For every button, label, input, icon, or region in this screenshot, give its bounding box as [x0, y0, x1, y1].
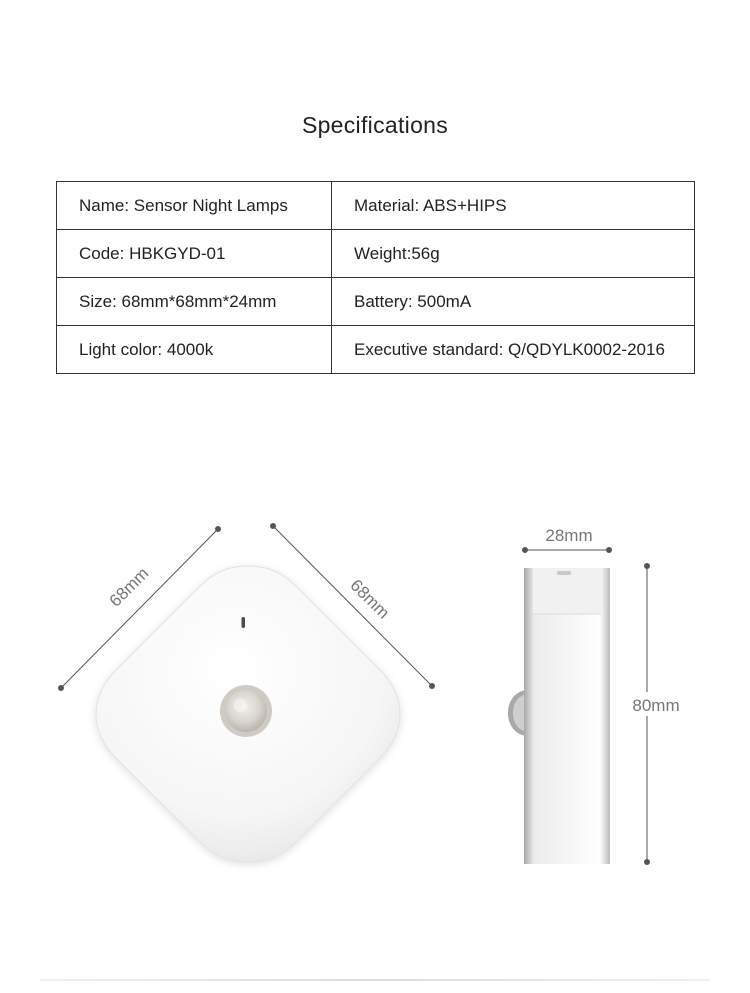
spec-cell: Code: HBKGYD-01: [57, 230, 332, 278]
dimension-end: [271, 524, 276, 529]
side-depth-label: 28mm: [545, 526, 593, 545]
bottom-divider: [40, 979, 710, 981]
dimension-end: [216, 527, 221, 532]
lens-highlight: [233, 698, 247, 712]
spec-table: [56, 181, 695, 374]
dimension-end: [523, 548, 528, 553]
spec-cell: Executive standard: Q/QDYLK0002-2016: [332, 326, 695, 374]
spec-cell: Light color: 4000k: [57, 326, 332, 374]
dimension-end: [430, 684, 435, 689]
table-row: [57, 326, 695, 374]
product-dimension-drawing: [0, 500, 750, 900]
dimension-end: [645, 860, 650, 865]
front-view: [96, 563, 400, 862]
spec-cell: Size: 68mm*68mm*24mm: [57, 278, 332, 326]
front-height-label: 68mm: [346, 575, 394, 623]
table-row: [57, 230, 695, 278]
side-view: [508, 568, 610, 864]
table-row: [57, 278, 695, 326]
page-title: Specifications: [301, 112, 449, 138]
dimension-end: [59, 686, 64, 691]
spec-cell: Material: ABS+HIPS: [332, 182, 695, 230]
spec-cell: Weight:56g: [332, 230, 695, 278]
side-height-label: 80mm: [632, 696, 680, 715]
front-width-label: 68mm: [105, 563, 153, 611]
table-row: [57, 182, 695, 230]
dimension-end: [607, 548, 612, 553]
pir-sensor-lens: [225, 690, 267, 732]
side-depth-dimension: [523, 548, 612, 553]
light-sensor-slot: [242, 617, 246, 628]
spec-cell: Name: Sensor Night Lamps: [57, 182, 332, 230]
dimension-end: [645, 564, 650, 569]
spec-cell: Battery: 500mA: [332, 278, 695, 326]
side-top-slot: [557, 571, 571, 575]
